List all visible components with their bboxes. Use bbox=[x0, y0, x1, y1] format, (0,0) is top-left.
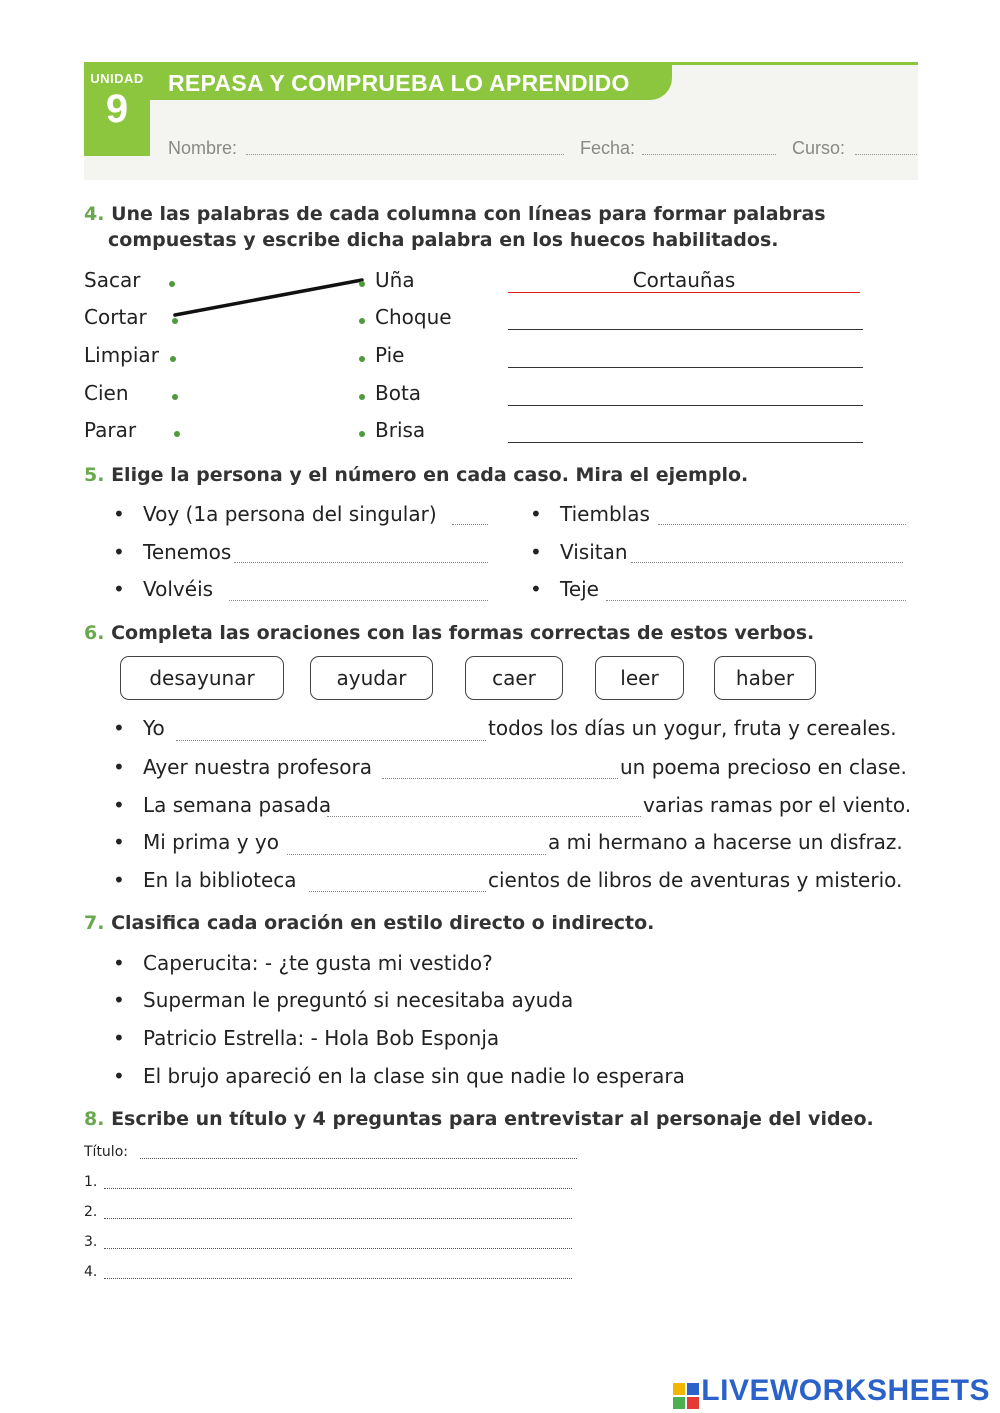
q4-text-line1: Une las palabras de cada columna con líneas para formar palabras bbox=[111, 203, 826, 225]
bullet-icon: • bbox=[113, 755, 125, 779]
verb-chip-caer: caer bbox=[465, 656, 563, 700]
q6-text: Completa las oraciones con las formas correctas de estos verbos. bbox=[111, 622, 815, 644]
q5-left-item: Voy (1a persona del singular) bbox=[143, 502, 437, 526]
q6-title bbox=[84, 622, 814, 644]
q5-right-item: Teje bbox=[560, 577, 599, 601]
q8-number: 8. bbox=[84, 1108, 105, 1130]
q8-line-number: 1. bbox=[84, 1174, 98, 1190]
q4-left-word: Cortar bbox=[84, 305, 147, 329]
q8-question-field[interactable] bbox=[104, 1188, 572, 1189]
q4-right-word: Brisa bbox=[375, 418, 426, 442]
q7-title bbox=[84, 912, 654, 934]
q7-text: Clasifica cada oración en estilo directo o indirecto. bbox=[111, 912, 655, 934]
q4-right-connector[interactable] bbox=[359, 281, 365, 287]
q5-answer-field[interactable] bbox=[606, 600, 906, 601]
q7-sentence[interactable]: Superman le preguntó si necesitaba ayuda bbox=[143, 988, 574, 1012]
q8-line-number: 3. bbox=[84, 1234, 98, 1250]
q6-sentence-start: Mi prima y yo bbox=[143, 830, 280, 854]
q5-number: 5. bbox=[84, 464, 105, 486]
liveworksheets-icon bbox=[673, 1383, 699, 1409]
q5-text: Elige la persona y el número en cada caso. Mira el ejemplo. bbox=[111, 464, 749, 486]
bullet-icon: • bbox=[113, 868, 125, 892]
q6-sentence-start: Yo bbox=[143, 716, 165, 740]
name-label: Nombre: bbox=[168, 138, 238, 158]
verb-chip-haber: haber bbox=[714, 656, 816, 700]
q7-sentence[interactable]: El brujo apareció en la clase sin que nadie lo esperara bbox=[143, 1064, 685, 1088]
q6-sentence-start: Ayer nuestra profesora bbox=[143, 755, 372, 779]
q4-answer-field[interactable] bbox=[508, 329, 863, 330]
q6-sentence-start: La semana pasada bbox=[143, 793, 332, 817]
q6-answer-field[interactable] bbox=[309, 891, 486, 892]
page-title: REPASA Y COMPRUEBA LO APRENDIDO bbox=[150, 62, 672, 100]
q5-answer-field[interactable] bbox=[229, 600, 488, 601]
q6-sentence-end: un poema precioso en clase. bbox=[620, 755, 907, 779]
liveworksheets-brand: LIVEWORKSHEETS bbox=[701, 1374, 990, 1407]
verb-chip-leer: leer bbox=[595, 656, 684, 700]
liveworksheets-logo bbox=[673, 1374, 990, 1410]
unit-number: 9 bbox=[105, 87, 129, 131]
bullet-icon: • bbox=[113, 716, 125, 740]
q4-left-word: Cien bbox=[84, 381, 129, 405]
bullet-icon: • bbox=[113, 540, 125, 564]
q4-right-connector[interactable] bbox=[359, 318, 365, 324]
q5-right-item: Tiemblas bbox=[560, 502, 650, 526]
q4-match-line bbox=[0, 0, 1000, 460]
q4-answer-field[interactable] bbox=[508, 442, 863, 443]
q6-answer-field[interactable] bbox=[327, 816, 641, 817]
q6-answer-field[interactable] bbox=[287, 854, 546, 855]
q6-answer-field[interactable] bbox=[382, 778, 618, 779]
q8-question-field[interactable] bbox=[104, 1278, 572, 1279]
bullet-icon: • bbox=[113, 793, 125, 817]
verb-chip-desayunar: desayunar bbox=[120, 656, 284, 700]
date-label: Fecha: bbox=[580, 138, 636, 158]
bullet-icon: • bbox=[113, 502, 125, 526]
q7-sentence[interactable]: Caperucita: - ¿te gusta mi vestido? bbox=[143, 951, 493, 975]
bullet-icon: • bbox=[113, 577, 125, 601]
q6-sentence-end: varias ramas por el viento. bbox=[643, 793, 912, 817]
bullet-icon: • bbox=[113, 1064, 125, 1088]
q5-left-item: Tenemos bbox=[143, 540, 232, 564]
q8-title bbox=[84, 1108, 874, 1130]
q6-sentence-start: En la biblioteca bbox=[143, 868, 297, 892]
q4-right-connector[interactable] bbox=[359, 356, 365, 362]
q5-answer-field[interactable] bbox=[234, 562, 488, 563]
q6-sentence-end: a mi hermano a hacerse un disfraz. bbox=[548, 830, 903, 854]
q6-sentence-end: todos los días un yogur, fruta y cereales. bbox=[488, 716, 897, 740]
q6-number: 6. bbox=[84, 622, 105, 644]
course-label: Curso: bbox=[792, 138, 846, 158]
unit-label: UNIDAD bbox=[90, 71, 144, 86]
verb-chip-ayudar: ayudar bbox=[310, 656, 433, 700]
q4-right-word: Uña bbox=[375, 268, 415, 292]
bullet-icon: • bbox=[113, 951, 125, 975]
bullet-icon: • bbox=[113, 1026, 125, 1050]
q4-right-connector[interactable] bbox=[359, 431, 365, 437]
q8-line-number: 2. bbox=[84, 1204, 98, 1220]
q4-left-word: Limpiar bbox=[84, 343, 159, 367]
q8-question-field[interactable] bbox=[104, 1218, 572, 1219]
q5-left-item: Volvéis bbox=[143, 577, 214, 601]
q6-sentence-end: cientos de libros de aventuras y misterio. bbox=[488, 868, 903, 892]
q4-right-word: Pie bbox=[375, 343, 405, 367]
q4-number: 4. bbox=[84, 203, 105, 225]
q5-answer-field[interactable] bbox=[452, 524, 488, 525]
q4-right-connector[interactable] bbox=[359, 394, 365, 400]
q8-title-label: Título: bbox=[84, 1144, 128, 1160]
q5-right-item: Visitan bbox=[560, 540, 628, 564]
q4-answer-line bbox=[508, 292, 860, 293]
bullet-icon: • bbox=[113, 988, 125, 1012]
q4-example-answer: Cortauñas bbox=[632, 268, 736, 292]
q8-question-field[interactable] bbox=[104, 1248, 572, 1249]
q4-right-word: Bota bbox=[375, 381, 422, 405]
q8-text: Escribe un título y 4 preguntas para entrevistar al personaje del video. bbox=[111, 1108, 874, 1130]
bullet-icon: • bbox=[530, 540, 542, 564]
q5-answer-field[interactable] bbox=[631, 562, 903, 563]
q5-answer-field[interactable] bbox=[658, 524, 906, 525]
q4-title-line2: compuestas y escribe dicha palabra en los huecos habilitados. bbox=[108, 229, 779, 251]
bullet-icon: • bbox=[530, 502, 542, 526]
q4-left-word: Parar bbox=[84, 418, 137, 442]
bullet-icon: • bbox=[530, 577, 542, 601]
q5-title bbox=[84, 464, 748, 486]
q4-answer-field[interactable] bbox=[508, 367, 863, 368]
q4-left-word: Sacar bbox=[84, 268, 141, 292]
q6-answer-field[interactable] bbox=[176, 740, 486, 741]
q8-line-number: 4. bbox=[84, 1264, 98, 1280]
q8-title-field[interactable] bbox=[140, 1158, 577, 1159]
q7-sentence[interactable]: Patricio Estrella: - Hola Bob Esponja bbox=[143, 1026, 500, 1050]
q7-number: 7. bbox=[84, 912, 105, 934]
bullet-icon: • bbox=[113, 830, 125, 854]
q4-answer-field[interactable] bbox=[508, 405, 863, 406]
q4-right-word: Choque bbox=[375, 305, 452, 329]
